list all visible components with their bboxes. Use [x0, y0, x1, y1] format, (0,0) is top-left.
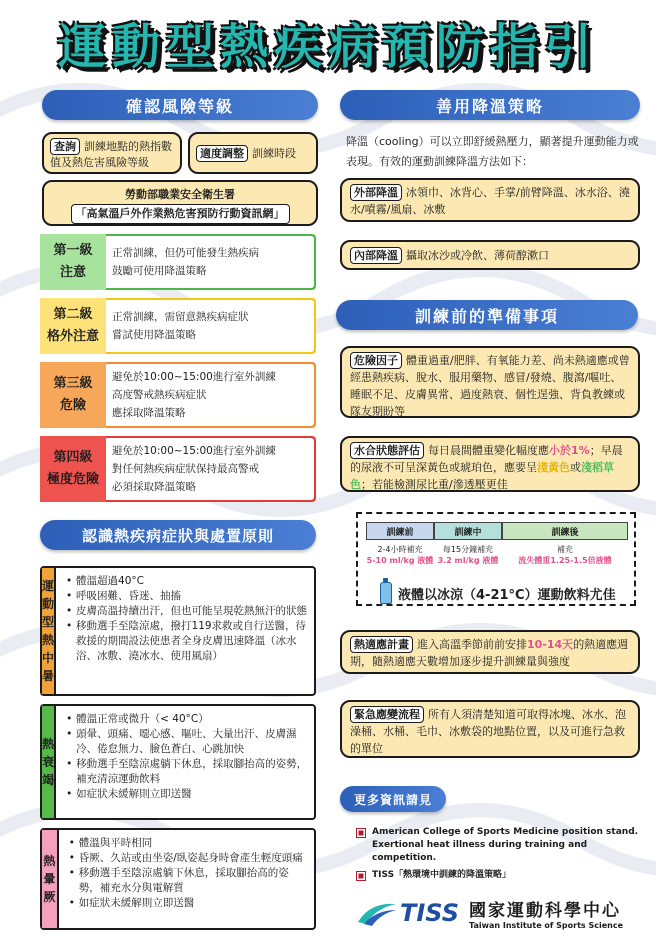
reference-list — [356, 826, 646, 886]
vertical-label-char: 中 — [42, 651, 55, 665]
risk-factors-box — [340, 346, 640, 418]
emergency-text: 所有人須清楚知道可取得冰塊、冰水、泡澡桶、水桶、毛巾、冰敷袋的地點位置，以及可進行急救的單位 — [350, 708, 626, 755]
vertical-label-char: 熱 — [43, 854, 56, 868]
vertical-label-char: 衰 — [42, 755, 55, 769]
adjust-text: 訓練時段 — [252, 146, 296, 160]
acclimatization-text: 的熱適應週期，隨熱適應天數增加逐步提升訓練量與強度 — [350, 638, 629, 668]
external-cooling-tag: 外部降溫 — [350, 184, 402, 201]
risk-level-3-desc: 避免於10:00~15:00進行室外訓練 高度警戒熱疾病症狀 應採取降溫策略 — [106, 364, 314, 426]
list-item: • 移動選手至陰涼處，撥打119求救或自行送醫，待救援的期間設法使患者全身皮膚迅速降溫（冰水浴、冰敷、澆冰水、使用風扇） — [66, 619, 308, 664]
hydration-eval-text: 或 — [570, 461, 581, 474]
list-item: • 呼吸困難、昏迷、抽搐 — [66, 589, 308, 604]
cooling-intro: 降溫（cooling）可以立即舒緩熱壓力，顯著提升運動能力或表現。有效的運動訓練降溫方法如下： — [346, 135, 639, 168]
vertical-label-char: 熱 — [42, 633, 55, 647]
light-yellow-highlight: 淺黃色 — [537, 461, 570, 474]
internal-cooling-tag: 內部降溫 — [350, 247, 402, 264]
risk-level-1 — [40, 234, 316, 290]
heat-exhaustion-card — [40, 704, 316, 820]
internal-cooling-box — [340, 240, 640, 270]
heat-syncope-label — [42, 830, 59, 928]
acclimatization-box — [340, 630, 640, 674]
more-info-header: 更多資訊請見 — [340, 786, 446, 812]
water-bottle-icon — [380, 582, 392, 604]
hydration-after-value: 流失體重1.25-1.5倍液體 — [518, 556, 612, 565]
external-cooling-box — [340, 178, 640, 222]
heat-stroke-label — [42, 568, 56, 694]
risk-level-header: 確認風險等級 — [42, 90, 318, 120]
emergency-box — [340, 700, 640, 758]
org-name-en: Taiwan Institute of Sports Science — [469, 921, 624, 930]
page-title: 運動型熱疾病預防指引 — [57, 19, 598, 75]
vertical-label-char: 運 — [42, 579, 55, 593]
acclimatization-days-highlight: 10-14天 — [527, 638, 574, 651]
hydration-during-value: 3.2 ml/kg 液體 — [437, 556, 499, 565]
hydration-after-cell — [502, 544, 628, 566]
hydration-eval-text: 每日晨間體重變化幅度應 — [428, 444, 549, 457]
tiss-swoosh-icon — [356, 898, 398, 928]
straw-color-highlight: 淺稻草色 — [350, 461, 614, 491]
hydration-table — [356, 512, 636, 606]
list-item: • 移動選手至陰涼處躺下休息，採取腳抬高的姿勢，補充清涼運動飲料 — [66, 757, 308, 787]
risk-level-2-label: 第二級 格外注意 — [40, 298, 106, 354]
risk-level-4-desc: 避免於10:00~15:00進行室外訓練 對任何熱疾病症狀保持最高警戒 必須採取降溫策略 — [106, 438, 314, 500]
list-item: • 體溫與平時相同 — [69, 836, 308, 851]
vertical-label-char: 型 — [42, 615, 55, 629]
footer-logo-area — [356, 892, 646, 934]
hydration-table-header — [366, 522, 628, 540]
list-item: • 如症狀未緩解則立即送醫 — [69, 896, 308, 911]
heat-stroke-card — [40, 566, 316, 696]
reference-tiss[interactable]: TISS「熱環境中訓練的降溫策略」 — [356, 869, 646, 882]
check-text: 訓練地點的熱指數值及熱危害風險等級 — [50, 140, 172, 169]
hydration-col-after: 訓練後 — [502, 522, 628, 540]
vertical-label-char: 竭 — [42, 773, 55, 787]
org-name — [469, 896, 623, 930]
acclimatization-text: 進入高溫季節前前安排 — [417, 638, 527, 651]
heat-syncope-card — [40, 828, 316, 930]
symptom-header: 認識熱疾病症狀與處置原則 — [40, 520, 316, 550]
list-item: • 體溫正常或微升（< 40°C） — [66, 712, 308, 727]
list-item: • 如症狀未緩解則立即送醫 — [66, 787, 308, 802]
hydration-footer — [380, 582, 616, 604]
list-item: • 頭暈、頭痛、噁心感、嘔吐、大量出汗、皮膚濕冷、倦怠無力、臉色蒼白、心跳加快 — [66, 727, 308, 757]
hydration-col-during: 訓練中 — [434, 522, 502, 540]
hydration-before-cell — [366, 544, 434, 566]
list-item: • 體溫超過40°C — [66, 574, 308, 589]
hydration-footer-text: 液體以冰涼（4-21°C）運動飲料尤佳 — [398, 587, 616, 603]
risk-level-3-label: 第三級 危險 — [40, 362, 106, 428]
heat-exhaustion-label — [42, 706, 56, 818]
list-item: • 皮膚高溫持續出汗，但也可能呈現乾熱無汗的狀態 — [66, 604, 308, 619]
labor-ministry-link[interactable]: 「高氣溫戶外作業熱危害預防行動資訊網」 — [71, 204, 290, 224]
heat-syncope-list — [59, 830, 314, 928]
external-cooling-text: 冰領巾、冰背心、手掌/前臂降溫、冰水浴、澆水/噴霧/風扇、冰敷 — [350, 186, 630, 216]
org-name-zh: 國家運動科學中心 — [469, 901, 622, 921]
internal-cooling-text: 攝取冰沙或冷飲、薄荷醇漱口 — [406, 248, 549, 262]
hydration-eval-tag: 水合狀態評估 — [350, 442, 424, 459]
hydration-before-label: 2-4小時補充 — [377, 545, 423, 554]
emergency-tag: 緊急應變流程 — [350, 706, 424, 723]
prep-header: 訓練前的準備事項 — [336, 300, 638, 330]
tiss-logo-text: TISS — [400, 899, 460, 927]
hydration-during-cell — [434, 544, 502, 566]
risk-level-3 — [40, 362, 316, 428]
adjust-tag: 適度調整 — [196, 145, 248, 162]
list-item: • 移動選手至陰涼處躺下休息，採取腳抬高的姿勢，補充水分與電解質 — [69, 866, 308, 896]
list-item: • 昏厥、久站或由坐姿/臥姿起身時會產生輕度頭痛 — [69, 851, 308, 866]
check-heat-index-box — [42, 132, 182, 174]
cooling-header: 善用降溫策略 — [340, 90, 640, 120]
risk-factors-text: 體重過重/肥胖、有氧能力差、尚未熱適應或曾經患熱疾病、脫水、服用藥物、感冒/發燒、腹瀉/嘔吐、睡眠不足、皮膚異常、過度熱衰、個性逞強、背負教練或隊友期盼等 — [350, 354, 630, 418]
vertical-label-char: 暈 — [43, 872, 56, 886]
risk-level-1-desc: 正常訓練，但仍可能發生熱疾病 鼓勵可使用降溫策略 — [106, 236, 314, 288]
hydration-eval-text: ；早晨的尿液不可呈深黃色或琥珀色，應要呈 — [350, 444, 623, 474]
vertical-label-char: 厥 — [43, 890, 56, 904]
risk-level-1-label: 第一級 注意 — [40, 234, 106, 290]
hydration-during-label: 每15分鐘補充 — [442, 545, 494, 554]
hydration-eval-text: ；若能檢測尿比重/滲透壓更佳 — [361, 478, 508, 491]
risk-level-2 — [40, 298, 316, 354]
heat-stroke-list — [56, 568, 314, 694]
hydration-before-value: 5-10 ml/kg 液體 — [366, 556, 434, 565]
check-tag: 查詢 — [50, 138, 80, 155]
labor-ministry-box[interactable] — [42, 180, 318, 226]
risk-level-2-desc: 正常訓練，需留意熱疾病症狀 嘗試使用降溫策略 — [106, 300, 314, 352]
vertical-label-char: 暑 — [42, 669, 55, 683]
risk-level-4-label: 第四級 極度危險 — [40, 436, 106, 502]
risk-factors-tag: 危險因子 — [350, 352, 402, 369]
risk-level-4 — [40, 436, 316, 502]
labor-ministry-name: 勞動部職業安全衛生署 — [125, 188, 235, 201]
hydration-weight-highlight: 小於1% — [549, 444, 590, 457]
hydration-col-before: 訓練前 — [366, 522, 434, 540]
hydration-after-label: 補充 — [557, 545, 573, 554]
adjust-schedule-box — [188, 132, 318, 174]
heat-exhaustion-list — [56, 706, 314, 818]
vertical-label-char: 熱 — [42, 737, 55, 751]
acclimatization-tag: 熱適應計畫 — [350, 636, 413, 653]
reference-acsm[interactable]: American College of Sports Medicine position stand. Exertional heat illness during training and competition. — [356, 826, 646, 865]
hydration-eval-box — [340, 436, 640, 492]
vertical-label-char: 動 — [42, 597, 55, 611]
